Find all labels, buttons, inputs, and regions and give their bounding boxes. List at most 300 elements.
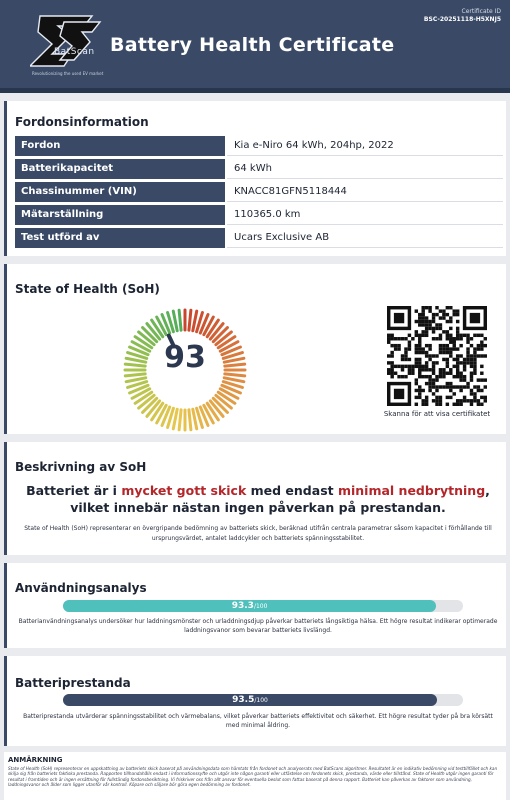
disclaimer-section bbox=[4, 752, 506, 800]
performance-title: Batteriprestanda bbox=[15, 676, 131, 690]
qr-module bbox=[456, 334, 459, 337]
qr-module bbox=[411, 372, 414, 375]
qr-module bbox=[435, 389, 438, 392]
qr-module bbox=[418, 385, 421, 388]
qr-module bbox=[442, 330, 445, 333]
qr-module bbox=[435, 396, 438, 399]
qr-module bbox=[394, 347, 397, 350]
certificate-id: BSC-20251118-H5XNJ5 bbox=[423, 16, 501, 23]
qr-module bbox=[466, 361, 469, 364]
qr-module bbox=[449, 354, 452, 357]
qr-module bbox=[449, 337, 452, 340]
qr-module bbox=[390, 368, 393, 371]
qr-module bbox=[401, 365, 404, 368]
info-row-capacity bbox=[15, 159, 503, 179]
qr-module bbox=[463, 358, 466, 361]
qr-module bbox=[435, 323, 438, 326]
qr-finder-pattern bbox=[394, 389, 404, 399]
qr-module bbox=[453, 375, 456, 378]
qr-module bbox=[411, 337, 414, 340]
qr-module bbox=[480, 365, 483, 368]
headline-text: , vilket innebär nästan ingen påverkan på prestandan. bbox=[70, 483, 490, 515]
qr-module bbox=[456, 354, 459, 357]
qr-module bbox=[418, 334, 421, 337]
qr-module bbox=[484, 354, 487, 357]
qr-module bbox=[484, 337, 487, 340]
qr-module bbox=[435, 337, 438, 340]
qr-module bbox=[446, 351, 449, 354]
qr-module bbox=[459, 403, 462, 406]
qr-module bbox=[428, 385, 431, 388]
qr-module bbox=[421, 320, 424, 323]
qr-module bbox=[449, 327, 452, 330]
qr-module bbox=[408, 340, 411, 343]
qr-module bbox=[397, 337, 400, 340]
qr-module bbox=[473, 361, 476, 364]
qr-module bbox=[480, 396, 483, 399]
qr-module bbox=[473, 334, 476, 337]
qr-module bbox=[394, 337, 397, 340]
qr-module bbox=[415, 347, 418, 350]
qr-module bbox=[456, 337, 459, 340]
qr-module bbox=[470, 399, 473, 402]
qr-module bbox=[397, 365, 400, 368]
qr-module bbox=[425, 382, 428, 385]
qr-module bbox=[459, 354, 462, 357]
gauge-tick bbox=[173, 311, 177, 331]
qr-module bbox=[470, 392, 473, 395]
qr-module bbox=[442, 347, 445, 350]
qr-module bbox=[432, 382, 435, 385]
qr-module bbox=[446, 403, 449, 406]
qr-module bbox=[456, 347, 459, 350]
qr-module bbox=[456, 399, 459, 402]
qr-module bbox=[477, 389, 480, 392]
qr-module bbox=[401, 358, 404, 361]
qr-module bbox=[401, 375, 404, 378]
qr-module bbox=[418, 316, 421, 319]
qr-module bbox=[477, 354, 480, 357]
qr-module bbox=[453, 309, 456, 312]
headline-text: med endast bbox=[246, 483, 338, 498]
soh-description-card bbox=[4, 442, 506, 555]
qr-module bbox=[418, 375, 421, 378]
qr-module bbox=[477, 344, 480, 347]
qr-module bbox=[480, 372, 483, 375]
qr-module bbox=[428, 382, 431, 385]
qr-module bbox=[415, 330, 418, 333]
qr-module bbox=[418, 323, 421, 326]
qr-module bbox=[456, 361, 459, 364]
qr-module bbox=[408, 344, 411, 347]
qr-module bbox=[415, 358, 418, 361]
qr-module bbox=[421, 368, 424, 371]
qr-module bbox=[456, 358, 459, 361]
qr-module bbox=[453, 337, 456, 340]
soh-card bbox=[4, 264, 506, 434]
qr-module bbox=[435, 354, 438, 357]
qr-module bbox=[408, 368, 411, 371]
qr-module bbox=[387, 337, 390, 340]
qr-module bbox=[449, 351, 452, 354]
qr-module bbox=[484, 378, 487, 381]
qr-module bbox=[390, 365, 393, 368]
qr-module bbox=[442, 351, 445, 354]
qr-module bbox=[480, 354, 483, 357]
performance-progress-fill bbox=[63, 694, 437, 706]
qr-caption: Skanna för att visa certifikatet bbox=[383, 410, 491, 418]
qr-module bbox=[415, 309, 418, 312]
qr-module bbox=[439, 368, 442, 371]
usage-description: Batterianvändningsanalys undersöker hur laddningsmönster och urladdningsdjup påverkar batteriets långsiktiga hälsa. Ett högre resultat indikerar optimerade laddningsvanor som bevarar batteriets livslängd. bbox=[18, 618, 498, 634]
qr-module bbox=[425, 306, 428, 309]
info-row-vin bbox=[15, 182, 503, 202]
qr-module bbox=[442, 313, 445, 316]
qr-module bbox=[390, 375, 393, 378]
qr-module bbox=[425, 327, 428, 330]
usage-progress-track bbox=[63, 600, 463, 612]
qr-module bbox=[484, 399, 487, 402]
qr-module bbox=[456, 375, 459, 378]
qr-module bbox=[456, 313, 459, 316]
qr-module bbox=[439, 344, 442, 347]
qr-module bbox=[446, 334, 449, 337]
qr-module bbox=[390, 351, 393, 354]
gauge-tick bbox=[193, 311, 197, 331]
qr-module bbox=[456, 327, 459, 330]
qr-module bbox=[453, 347, 456, 350]
page-title: Battery Health Certificate bbox=[110, 34, 395, 56]
qr-module bbox=[453, 385, 456, 388]
qr-module bbox=[480, 334, 483, 337]
qr-module bbox=[477, 378, 480, 381]
qr-module bbox=[394, 372, 397, 375]
qr-module bbox=[425, 396, 428, 399]
qr-module bbox=[421, 403, 424, 406]
qr-module bbox=[439, 334, 442, 337]
qr-module bbox=[425, 368, 428, 371]
qr-module bbox=[453, 403, 456, 406]
gauge-tick bbox=[189, 410, 191, 430]
qr-module bbox=[408, 358, 411, 361]
qr-module bbox=[453, 313, 456, 316]
qr-module bbox=[473, 368, 476, 371]
qr-module bbox=[442, 385, 445, 388]
qr-module bbox=[470, 372, 473, 375]
qr-module bbox=[432, 361, 435, 364]
qr-module bbox=[425, 403, 428, 406]
qr-module bbox=[435, 327, 438, 330]
info-label: Mätarställning bbox=[15, 205, 225, 225]
qr-module bbox=[477, 399, 480, 402]
qr-module bbox=[463, 378, 466, 381]
qr-module bbox=[466, 340, 469, 343]
gauge-tick bbox=[173, 409, 177, 429]
qr-module bbox=[439, 403, 442, 406]
qr-module bbox=[466, 337, 469, 340]
qr-module bbox=[484, 396, 487, 399]
qr-module bbox=[456, 372, 459, 375]
gauge-tick bbox=[189, 310, 191, 330]
performance-score-unit: /100 bbox=[254, 697, 268, 704]
qr-module bbox=[473, 347, 476, 350]
qr-module bbox=[408, 372, 411, 375]
qr-module bbox=[418, 372, 421, 375]
qr-module bbox=[418, 368, 421, 371]
qr-module bbox=[439, 327, 442, 330]
qr-module bbox=[459, 372, 462, 375]
qr-module bbox=[442, 368, 445, 371]
brand-name: BatScan bbox=[54, 47, 95, 57]
qr-module bbox=[439, 372, 442, 375]
qr-module bbox=[415, 361, 418, 364]
performance-card bbox=[4, 656, 506, 746]
info-value: 110365.0 km bbox=[227, 205, 503, 225]
info-value: Kia e-Niro 64 kWh, 204hp, 2022 bbox=[227, 136, 503, 156]
qr-module bbox=[387, 340, 390, 343]
qr-module bbox=[418, 313, 421, 316]
qr-module bbox=[425, 361, 428, 364]
qr-module bbox=[390, 337, 393, 340]
qr-module bbox=[418, 365, 421, 368]
qr-module bbox=[463, 368, 466, 371]
qr-module bbox=[421, 351, 424, 354]
description-title: Beskrivning av SoH bbox=[15, 460, 147, 474]
qr-module bbox=[463, 396, 466, 399]
qr-module bbox=[439, 375, 442, 378]
qr-module bbox=[470, 389, 473, 392]
qr-module bbox=[421, 323, 424, 326]
qr-module bbox=[439, 347, 442, 350]
qr-module bbox=[418, 396, 421, 399]
qr-module bbox=[439, 337, 442, 340]
qr-module bbox=[442, 372, 445, 375]
usage-score: 93.3 bbox=[231, 601, 254, 611]
qr-module bbox=[425, 323, 428, 326]
info-value: 64 kWh bbox=[227, 159, 503, 179]
qr-module bbox=[439, 323, 442, 326]
qr-module bbox=[404, 351, 407, 354]
qr-module bbox=[473, 365, 476, 368]
disclaimer-title: ANMÄRKNING bbox=[8, 756, 63, 764]
qr-module bbox=[466, 351, 469, 354]
qr-finder-pattern bbox=[394, 313, 404, 323]
qr-module bbox=[415, 344, 418, 347]
qr-module bbox=[425, 320, 428, 323]
qr-module bbox=[390, 361, 393, 364]
qr-module bbox=[404, 375, 407, 378]
headline-text: Batteriet är i bbox=[26, 483, 122, 498]
qr-module bbox=[470, 337, 473, 340]
qr-module bbox=[484, 385, 487, 388]
qr-module bbox=[421, 347, 424, 350]
qr-module bbox=[449, 368, 452, 371]
qr-module bbox=[390, 354, 393, 357]
qr-module bbox=[415, 389, 418, 392]
disclaimer-text: State of Health (SoH) representerar en uppskattning av batteriets skick baserat på användningsdata som hämtats från fordonet och analyserats med BatScans algoritmer. Resultatet är en indikativ bedömning vid testtillfället och kan skilja sig från batteriets faktiska prestanda. Rapporten tillhandahålls endast i informationssyfte och utgör inte någon garanti eller utfästelse om fordonets skick, prestanda, värde eller tillstånd. State of Health utgör ingen garanti för resultat i framtiden och är ingen ersättning för fullständig fordonsbesiktning. Vi friskriver oss från allt ansvar för eventuella beslut som fattas baserat på denna rapport. Batteriet kan påverkas av faktorer som användning, laddningsvanor och ålder som ligger utanför vår kontroll. Köpare och säljare bör göra egen bedömning av fordonet. bbox=[8, 766, 498, 788]
qr-module bbox=[473, 351, 476, 354]
info-row-tester bbox=[15, 228, 503, 248]
certificate-header bbox=[0, 0, 510, 88]
qr-module bbox=[432, 320, 435, 323]
qr-module bbox=[432, 392, 435, 395]
qr-module bbox=[459, 378, 462, 381]
qr-module bbox=[470, 365, 473, 368]
qr-module bbox=[442, 358, 445, 361]
info-row-mileage bbox=[15, 205, 503, 225]
qr-module bbox=[425, 354, 428, 357]
qr-module bbox=[415, 403, 418, 406]
description-headline bbox=[17, 482, 499, 516]
qr-module bbox=[453, 392, 456, 395]
qr-code-icon[interactable] bbox=[387, 306, 487, 406]
qr-module bbox=[387, 372, 390, 375]
qr-module bbox=[446, 365, 449, 368]
qr-module bbox=[446, 347, 449, 350]
headline-highlight: mycket gott skick bbox=[121, 483, 247, 498]
qr-module bbox=[463, 385, 466, 388]
qr-module bbox=[418, 351, 421, 354]
qr-module bbox=[415, 334, 418, 337]
qr-module bbox=[473, 372, 476, 375]
qr-module bbox=[428, 344, 431, 347]
qr-module bbox=[411, 368, 414, 371]
qr-module bbox=[477, 347, 480, 350]
gauge-tick bbox=[224, 378, 244, 382]
qr-module bbox=[421, 306, 424, 309]
gauge-tick bbox=[193, 409, 197, 429]
qr-module bbox=[480, 344, 483, 347]
qr-module bbox=[446, 313, 449, 316]
description-body: State of Health (SoH) representerar en övergripande bedömning av batteriets skick, beräknad utifrån centrala parametrar såsom kapacitet i förhållande till ursprungsvärdet, antalet laddcykler och batteriets spänningsstabilitet. bbox=[24, 525, 492, 542]
qr-module bbox=[394, 344, 397, 347]
qr-module bbox=[439, 351, 442, 354]
qr-module bbox=[449, 389, 452, 392]
qr-module bbox=[397, 347, 400, 350]
qr-module bbox=[470, 361, 473, 364]
qr-module bbox=[439, 396, 442, 399]
qr-module bbox=[453, 365, 456, 368]
qr-module bbox=[387, 354, 390, 357]
qr-module bbox=[442, 344, 445, 347]
qr-module bbox=[439, 316, 442, 319]
qr-module bbox=[470, 375, 473, 378]
info-label: Test utförd av bbox=[15, 228, 225, 248]
qr-module bbox=[435, 375, 438, 378]
qr-module bbox=[387, 368, 390, 371]
qr-module bbox=[473, 354, 476, 357]
qr-module bbox=[446, 330, 449, 333]
qr-module bbox=[428, 378, 431, 381]
qr-module bbox=[463, 361, 466, 364]
qr-module bbox=[435, 403, 438, 406]
qr-module bbox=[387, 334, 390, 337]
qr-module bbox=[473, 392, 476, 395]
qr-module bbox=[425, 375, 428, 378]
qr-module bbox=[408, 347, 411, 350]
qr-module bbox=[415, 351, 418, 354]
usage-card bbox=[4, 563, 506, 648]
qr-module bbox=[421, 399, 424, 402]
qr-module bbox=[428, 375, 431, 378]
info-value: KNACC81GFN5118444 bbox=[227, 182, 503, 202]
qr-module bbox=[421, 334, 424, 337]
qr-module bbox=[446, 396, 449, 399]
qr-module bbox=[421, 313, 424, 316]
qr-module bbox=[466, 334, 469, 337]
performance-progress-track bbox=[63, 694, 463, 706]
qr-module bbox=[439, 399, 442, 402]
qr-module bbox=[428, 306, 431, 309]
qr-module bbox=[477, 385, 480, 388]
qr-module bbox=[428, 309, 431, 312]
qr-module bbox=[456, 309, 459, 312]
qr-module bbox=[459, 337, 462, 340]
soh-title: State of Health (SoH) bbox=[15, 282, 160, 296]
qr-module bbox=[387, 361, 390, 364]
qr-module bbox=[466, 347, 469, 350]
gauge-tick bbox=[179, 310, 181, 330]
qr-module bbox=[466, 382, 469, 385]
qr-module bbox=[453, 358, 456, 361]
qr-module bbox=[446, 358, 449, 361]
qr-module bbox=[449, 340, 452, 343]
qr-module bbox=[449, 382, 452, 385]
qr-module bbox=[404, 337, 407, 340]
qr-module bbox=[432, 327, 435, 330]
qr-module bbox=[415, 320, 418, 323]
qr-module bbox=[421, 365, 424, 368]
qr-module bbox=[415, 382, 418, 385]
usage-title: Användningsanalys bbox=[15, 581, 147, 595]
usage-progress-fill bbox=[63, 600, 436, 612]
qr-module bbox=[446, 320, 449, 323]
headline-highlight: minimal nedbrytning bbox=[337, 483, 486, 498]
qr-module bbox=[432, 316, 435, 319]
qr-module bbox=[390, 344, 393, 347]
qr-module bbox=[418, 358, 421, 361]
qr-module bbox=[411, 365, 414, 368]
qr-module bbox=[425, 399, 428, 402]
qr-module bbox=[394, 365, 397, 368]
qr-module bbox=[408, 365, 411, 368]
qr-module bbox=[428, 389, 431, 392]
qr-module bbox=[466, 385, 469, 388]
qr-module bbox=[459, 334, 462, 337]
qr-module bbox=[480, 340, 483, 343]
qr-module bbox=[435, 385, 438, 388]
qr-module bbox=[432, 365, 435, 368]
qr-module bbox=[459, 375, 462, 378]
qr-module bbox=[428, 323, 431, 326]
qr-module bbox=[418, 389, 421, 392]
qr-module bbox=[484, 344, 487, 347]
qr-module bbox=[397, 344, 400, 347]
qr-module bbox=[442, 309, 445, 312]
qr-module bbox=[421, 375, 424, 378]
qr-module bbox=[449, 320, 452, 323]
qr-module bbox=[477, 403, 480, 406]
qr-module bbox=[463, 365, 466, 368]
qr-module bbox=[390, 334, 393, 337]
qr-module bbox=[442, 316, 445, 319]
qr-module bbox=[473, 396, 476, 399]
qr-module bbox=[456, 365, 459, 368]
qr-finder-pattern bbox=[470, 313, 480, 323]
qr-module bbox=[449, 385, 452, 388]
qr-module bbox=[432, 330, 435, 333]
info-value: Ucars Exclusive AB bbox=[227, 228, 503, 248]
